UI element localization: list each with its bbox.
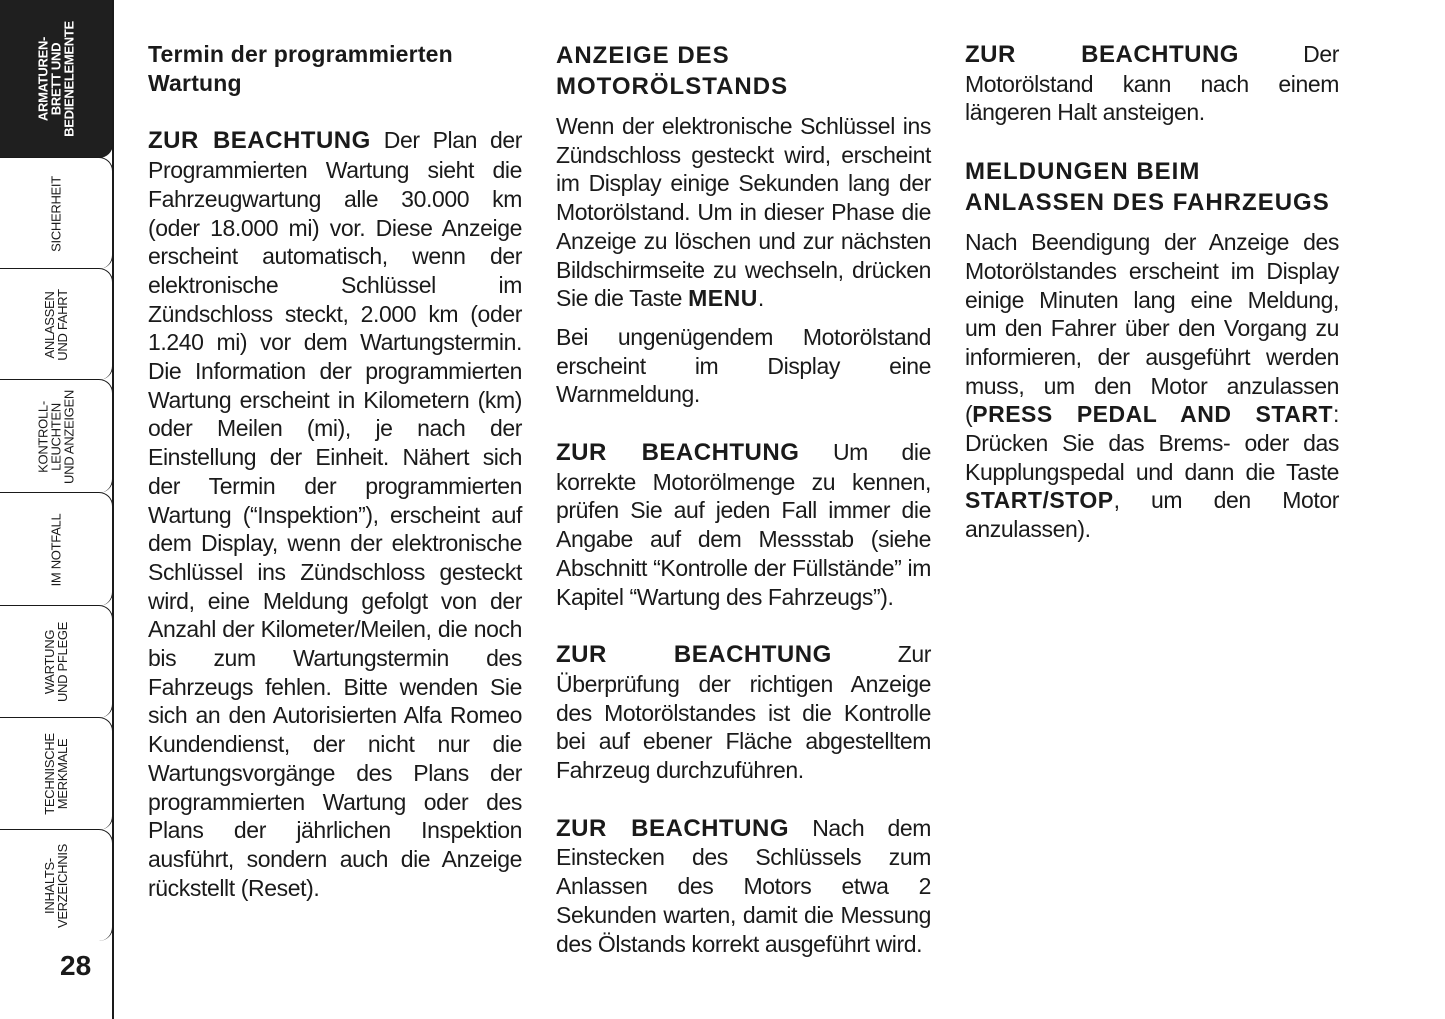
body-paragraph	[556, 112, 931, 313]
spacer	[148, 97, 522, 126]
note-text: Zur Überprüfung der richtigen Anzeige des Motorölstandes ist die Kontrolle bei auf ebener Fläche abgestelltem Fahrzeug durchzuführen.	[556, 641, 931, 784]
spacer	[556, 313, 931, 323]
note-paragraph	[148, 126, 522, 902]
note-label: ZUR BEACHTUNG	[556, 814, 790, 842]
start-stop-key: START/STOP	[965, 487, 1114, 514]
body-text: Nach Beendigung der Anzeige des Motorölstandes erscheint im Display einige Minuten lang eine Meldung, um den Fahrer über den Vorgang zu informieren, der ausgeführt werden muss, um den Motor anzulassen (	[965, 229, 1339, 428]
tab-kontrollleuchten[interactable]	[0, 379, 113, 493]
note-paragraph	[556, 814, 931, 959]
note-paragraph	[965, 40, 1339, 127]
spacer	[556, 409, 931, 438]
note-label: ZUR BEACHTUNG	[965, 41, 1239, 68]
tab-sicherheit[interactable]	[0, 157, 113, 269]
note-text: Der Plan der Programmierten Wartung sieht die Fahrzeugwartung alle 30.000 km (oder 18.000 mi) vor. Diese Anzeige erscheint automatisch, wenn der elektronische Schlüssel im Zündschloss steckt, 2.000 km (oder 1.240 mi) vor dem Wartungstermin. Die Information der programmierten Wartung erscheint in Kilometern (km) oder Meilen (mi), je nach der Einstellung der Einheit. Nähert sich der Termin der programmierten Wartung (“Inspektion”), erscheint auf dem Display, wenn der elektronische Schlüssel ins Zündschloss gesteckt wird, eine Meldung gefolgt von der Anzahl der Kilometer/Meilen, die noch bis zum Wartungstermin des Fahrzeugs fehlen. Bitte wenden Sie sich an den Autorisierten Alfa Romeo Kundendienst, der nicht nur die Wartungsvorgänge des Plans der programmierten Wartung oder des Plans der jährlichen Inspektion ausführt, sondern auch die Anzeige rückstellt (Reset).	[148, 127, 522, 901]
tab-label: IM NOTFALL	[48, 513, 64, 586]
spacer	[965, 218, 1339, 228]
column-3	[965, 40, 1339, 544]
tab-technische-merkmale[interactable]	[0, 717, 113, 830]
page-number: 28	[60, 950, 92, 981]
note-paragraph	[556, 438, 931, 611]
display-message: PRESS PEDAL AND START	[972, 401, 1333, 428]
note-text: Nach dem Einstecken des Schlüssels zum Anlassen des Motors etwa 2 Sekunden warten, damit die Messung des Ölstands korrekt ausgeführt wird.	[556, 814, 931, 957]
tab-wartung-und-pflege[interactable]	[0, 605, 113, 718]
tab-anlassen-und-fahrt[interactable]	[0, 268, 113, 380]
spacer	[556, 102, 931, 112]
note-text: Der Motorölstand kann nach einem längeren Halt ansteigen.	[965, 41, 1339, 126]
column-2	[556, 40, 931, 958]
body-paragraph: Bei ungenügendem Motorölstand erscheint im Display eine Warnmeldung.	[556, 323, 931, 408]
tab-armaturenbrett[interactable]	[0, 0, 113, 158]
note-label: ZUR BEACHTUNG	[556, 439, 800, 467]
tab-label: KONTROLL- LEUCHTEN UND ANZEIGEN	[35, 389, 77, 484]
tab-label: SICHERHEIT	[48, 175, 64, 252]
section-heading: Termin der programmierten Wartung	[148, 41, 453, 96]
tab-inhaltsverzeichnis[interactable]	[0, 829, 113, 941]
body-text: .	[757, 285, 764, 312]
chapter-tab-strip	[0, 0, 114, 1019]
spacer	[556, 785, 931, 814]
body-paragraph	[965, 228, 1339, 544]
column-1	[148, 40, 522, 902]
tab-label: WARTUNG UND PFLEGE	[42, 621, 70, 703]
note-label: ZUR BEACHTUNG	[556, 641, 832, 669]
section-heading: MELDUNGEN BEIM ANLASSEN DES FAHRZEUGS	[965, 158, 1330, 217]
body-text: , um den Motor anzulassen).	[965, 487, 1339, 543]
tab-label: TECHNISCHE MERKMALE	[42, 733, 70, 815]
section-heading: ANZEIGE DES MOTORÖLSTANDS	[556, 42, 789, 100]
spacer	[965, 127, 1339, 156]
note-label: ZUR BEACHTUNG	[148, 127, 371, 155]
tab-im-notfall[interactable]	[0, 492, 113, 606]
menu-key: MENU	[688, 285, 758, 312]
spacer	[556, 611, 931, 640]
tab-label: INHALTS- VERZEICHNIS	[42, 843, 70, 928]
body-text: Wenn der elektronische Schlüssel ins Zündschloss gesteckt wird, erscheint im Display einige Sekunden lang der Motorölstand. Um in dieser Phase die Anzeige zu löschen und zur nächsten Bildschirmseite zu wechseln, drücken Sie die Taste	[556, 113, 931, 312]
body-text: : Drücken Sie das Brems- oder das Kupplungspedal und dann die Taste	[965, 401, 1339, 485]
note-text: Um die korrekte Motorölmenge zu kennen, prüfen Sie auf jeden Fall immer die Angabe auf dem Messstab (siehe Abschnitt “Kontrolle der Füllstände” im Kapitel “Wartung des Fahrzeugs”).	[556, 439, 931, 610]
note-paragraph	[556, 640, 931, 785]
tab-label: ARMATUREN- BRETT UND BEDIENELEMENTE	[35, 21, 77, 137]
tab-label: ANLASSEN UND FAHRT	[42, 288, 70, 361]
